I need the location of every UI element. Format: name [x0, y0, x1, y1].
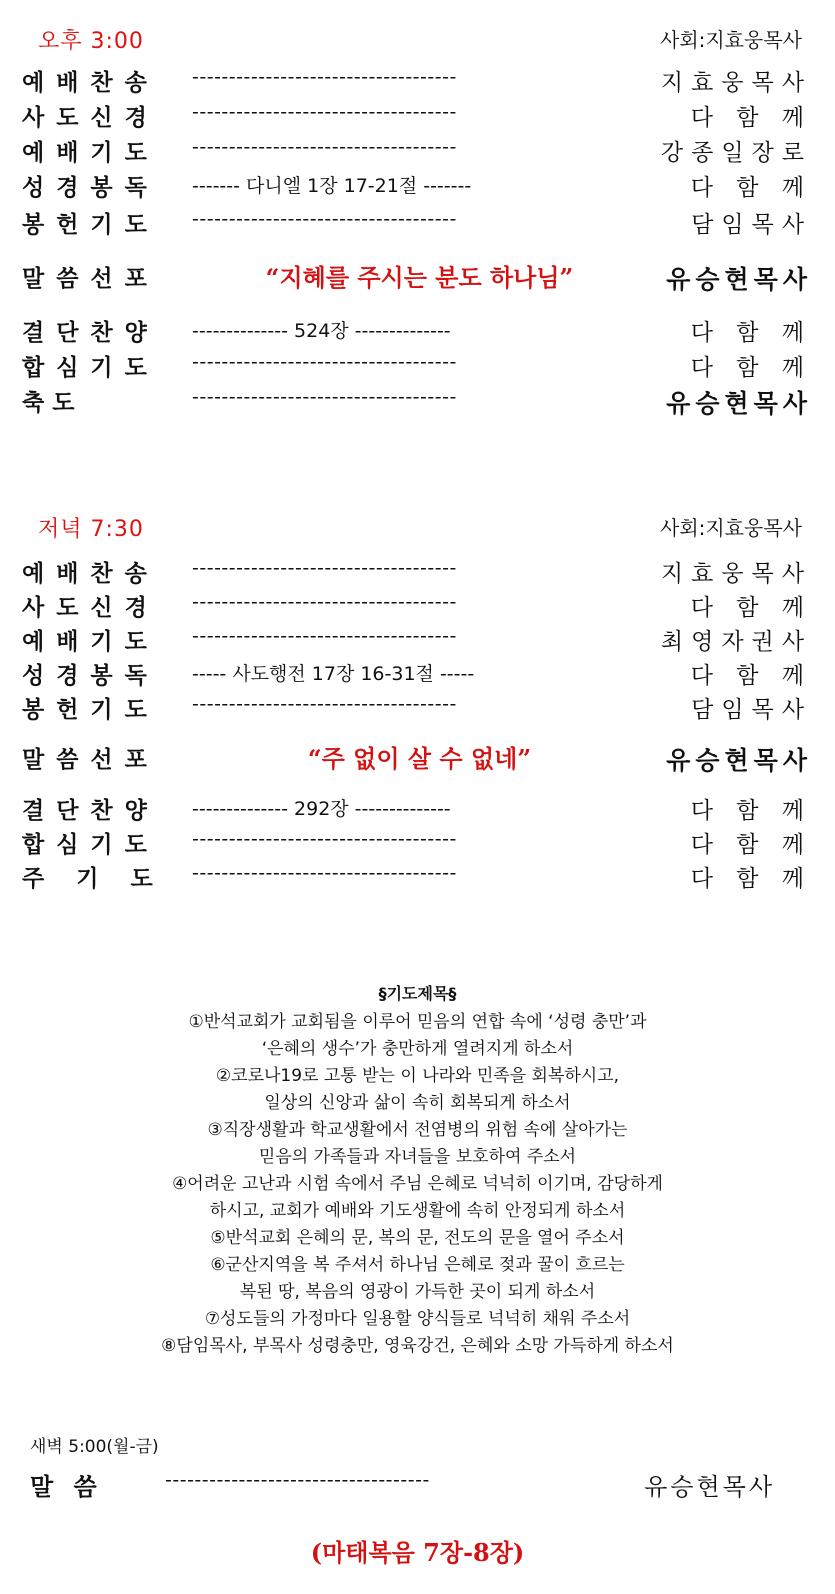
order-person: 지효웅목사: [660, 70, 812, 96]
order-person: 다 함 께: [690, 663, 812, 689]
prayer-line: ④어려운 고난과 시험 속에서 주님 은혜로 넉넉히 이기며, 감당하게: [172, 1174, 663, 1194]
prayer-line: 하시고, 교회가 예배와 기도생활에 속히 안정되게 하소서: [209, 1201, 626, 1221]
order-person: 최영자권사: [660, 629, 812, 655]
order-label: 예배기도: [22, 140, 159, 166]
order-label: 봉헌기도: [22, 697, 159, 723]
order-label: 성경봉독: [22, 175, 159, 201]
order-detail: ------------------------------------: [192, 557, 457, 579]
preacher: 유승현목사: [666, 265, 812, 294]
order-person: 유승현목사: [666, 389, 812, 418]
afternoon-time: 오후 3:00: [38, 29, 144, 54]
order-label: 사도신경: [22, 105, 159, 131]
order-label: 예배찬송: [22, 561, 159, 587]
order-person: 강종일장로: [660, 140, 812, 166]
order-detail: ------------------------------------: [192, 386, 457, 408]
order-label: 축 도: [22, 390, 75, 416]
order-row: [22, 826, 812, 860]
order-label: 결단찬양: [22, 798, 159, 824]
scripture-reading: ------- 다니엘 1장 17-21절 -------: [192, 175, 472, 197]
order-label: 예배기도: [22, 629, 159, 655]
order-row: [22, 134, 812, 168]
order-label: 말씀선포: [22, 266, 159, 292]
order-person: 담임목사: [691, 212, 812, 238]
order-person: 다 함 께: [690, 866, 812, 892]
order-label: 예배찬송: [22, 70, 159, 96]
order-row: [22, 691, 812, 725]
evening-leader: 사회:지효웅목사: [660, 516, 802, 540]
order-label: 주 기 도: [22, 866, 165, 892]
dawn-label: 말 씀: [30, 1473, 103, 1501]
order-label: 성경봉독: [22, 663, 159, 689]
order-detail: ------------------------------------: [192, 66, 457, 88]
prayer-line: ③직장생활과 학교생활에서 전염병의 위험 속에 살아가는: [207, 1120, 628, 1140]
order-detail: ------------------------------------: [192, 101, 457, 123]
dawn-time: 새벽 5:00(월-금): [30, 1437, 159, 1457]
prayer-line: 믿음의 가족들과 자녀들을 보호하여 주소서: [258, 1147, 577, 1167]
order-detail: ------------------------------------: [192, 591, 457, 613]
sermon-title: “지혜를 주시는 분도 하나님”: [265, 263, 574, 292]
order-row: [22, 741, 812, 775]
order-row: [22, 384, 812, 418]
preacher: 유승현목사: [666, 746, 812, 775]
order-person: 다 함 께: [690, 175, 812, 201]
order-row: [22, 99, 812, 133]
order-person: 다 함 께: [690, 105, 812, 131]
order-row: [22, 589, 812, 623]
order-detail: ------------------------------------: [192, 693, 457, 715]
order-detail: ------------------------------------: [192, 351, 457, 373]
order-person: 다 함 께: [690, 832, 812, 858]
order-row: [22, 555, 812, 589]
prayer-line: 일상의 신앙과 삶이 속히 회복되게 하소서: [264, 1093, 571, 1113]
dawn-preacher: 유승현목사: [644, 1473, 775, 1501]
sermon-title: “주 없이 살 수 없네”: [307, 744, 532, 773]
afternoon-leader: 사회:지효웅목사: [660, 28, 802, 52]
order-row: [22, 792, 812, 826]
prayer-title: §기도제목§: [378, 984, 457, 1003]
order-detail: ------------------------------------: [192, 136, 457, 158]
order-detail: ------------------------------------: [192, 828, 457, 850]
order-person: 다 함 께: [690, 798, 812, 824]
order-detail: ------------------------------------: [192, 625, 457, 647]
prayer-line: ⑧담임목사, 부목사 성령충만, 영육강건, 은혜와 소망 가득하게 하소서: [161, 1336, 674, 1356]
prayer-line: ⑦성도들의 가정마다 일용할 양식들로 넉넉히 채워 주소서: [204, 1309, 631, 1329]
dawn-passage: (마태복음 7장-8장): [310, 1538, 525, 1567]
order-row: [22, 860, 812, 894]
order-person: 다 함 께: [690, 320, 812, 346]
order-person: 담임목사: [691, 697, 812, 723]
order-row: [22, 206, 812, 240]
dawn-detail: ------------------------------------: [165, 1469, 430, 1491]
order-row: [22, 314, 812, 348]
evening-time: 저녁 7:30: [38, 517, 144, 542]
prayer-line: ②코로나19로 고통 받는 이 나라와 민족을 회복하시고,: [215, 1066, 620, 1086]
order-detail: ------------------------------------: [192, 208, 457, 230]
order-row: [22, 169, 812, 203]
hymn-number: -------------- 292장 --------------: [192, 798, 451, 820]
order-person: 지효웅목사: [660, 561, 812, 587]
order-label: 합심기도: [22, 832, 159, 858]
order-person: 다 함 께: [690, 595, 812, 621]
order-label: 봉헌기도: [22, 212, 159, 238]
prayer-line: ‘은혜의 생수’가 충만하게 열려지게 하소서: [261, 1039, 574, 1059]
order-row: [22, 657, 812, 691]
scripture-reading: ----- 사도행전 17장 16-31절 -----: [192, 663, 475, 685]
prayer-line: ⑤반석교회 은혜의 문, 복의 문, 전도의 문을 열어 주소서: [210, 1228, 625, 1248]
hymn-number: -------------- 524장 --------------: [192, 320, 451, 342]
order-label: 말씀선포: [22, 747, 159, 773]
prayer-line: 복된 땅, 복음의 영광이 가득한 곳이 되게 하소서: [239, 1282, 596, 1302]
order-person: 다 함 께: [690, 355, 812, 381]
order-row: [22, 623, 812, 657]
order-row: [22, 64, 812, 98]
order-detail: ------------------------------------: [192, 862, 457, 884]
prayer-line: ⑥군산지역을 복 주셔서 하나님 은혜로 젖과 꿀이 흐르는: [210, 1255, 625, 1275]
order-row: [22, 260, 812, 294]
order-label: 결단찬양: [22, 320, 159, 346]
prayer-line: ①반석교회가 교회됨을 이루어 믿음의 연합 속에 ‘성령 충만’과: [188, 1012, 647, 1032]
order-label: 합심기도: [22, 355, 159, 381]
order-label: 사도신경: [22, 595, 159, 621]
dawn-row: [30, 1467, 775, 1501]
order-row: [22, 349, 812, 383]
